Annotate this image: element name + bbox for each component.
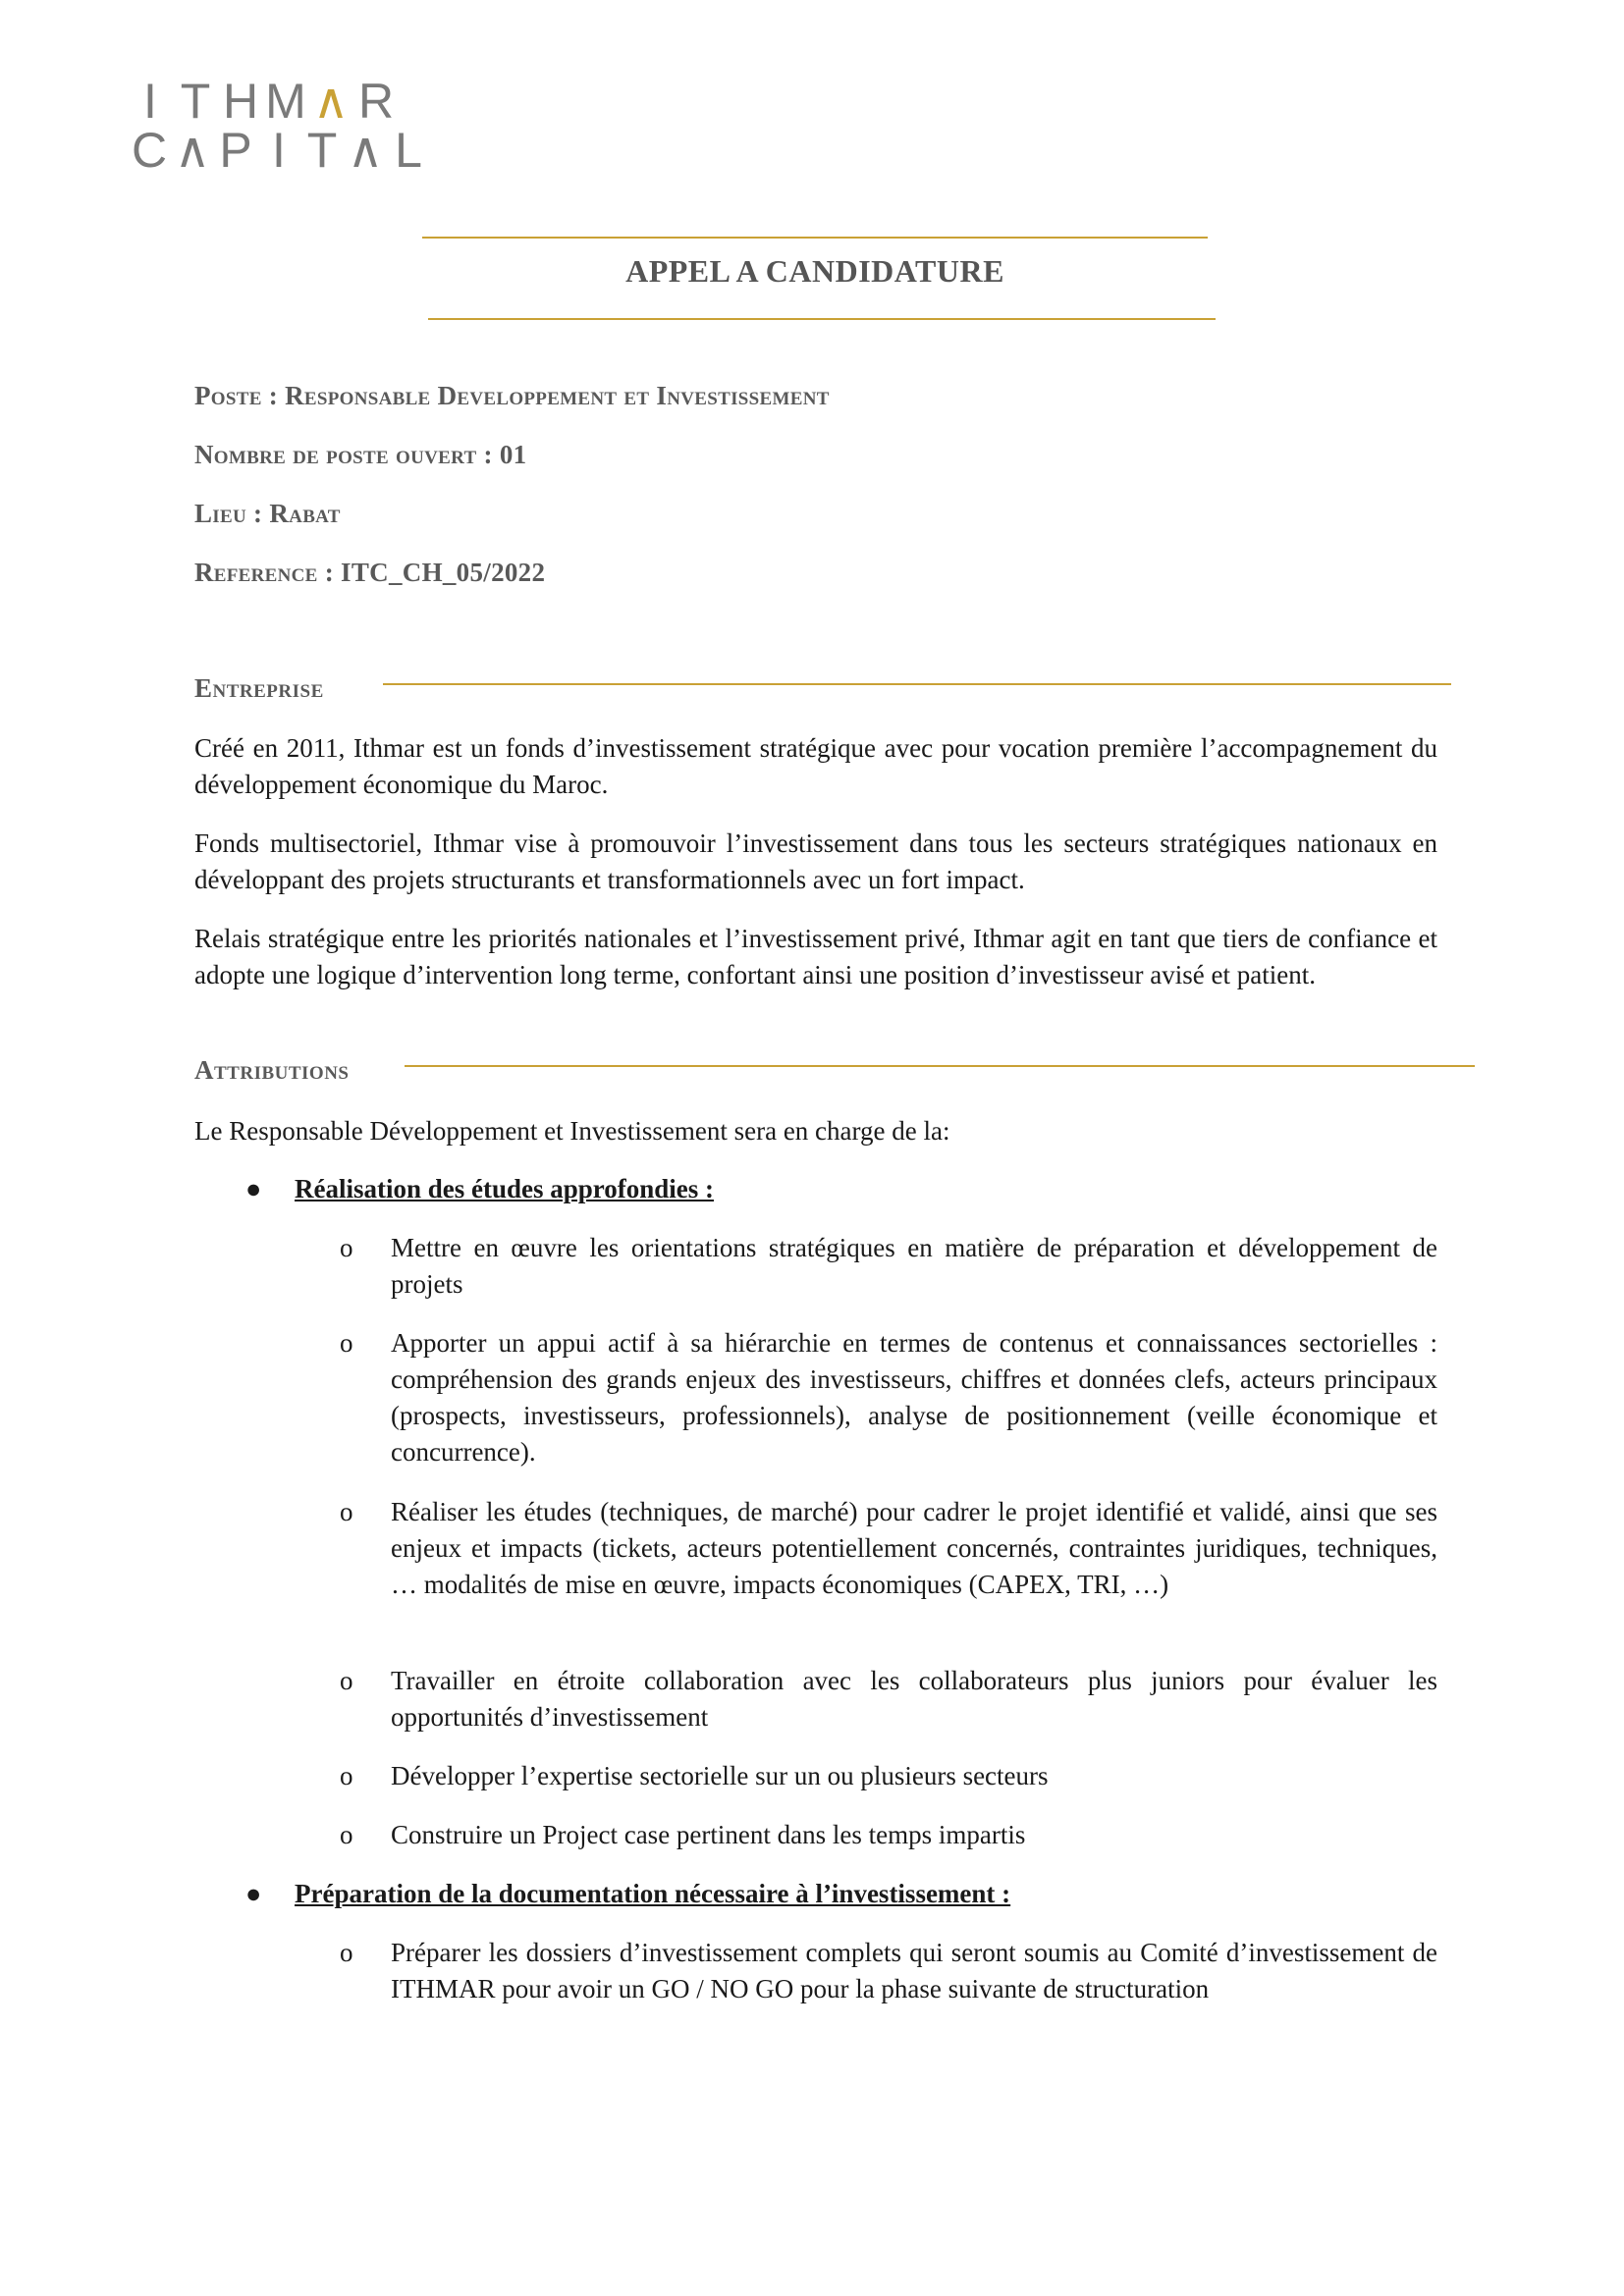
sub-item	[340, 1817, 1437, 1853]
page-title: APPEL A CANDIDATURE	[625, 253, 1004, 289]
bullet-dot-icon: ●	[245, 1879, 262, 1908]
entreprise-paragraph-3: Relais stratégique entre les priorités nationales et l’investissement privé, Ithmar agit en tant que tiers de confiance et adopte une logique d’intervention long terme, confortant ainsi une position d’investisseur avisé et patient.	[194, 924, 1437, 989]
sub-item-text: Réaliser les études (techniques, de marché) pour cadrer le projet identifié et validé, ainsi que ses enjeux et impacts (tickets, acteurs potentiellement concernés, contraintes juridiques, techniques, … modalités de mise en œuvre, impacts économiques (CAPEX, TRI, …)	[391, 1497, 1437, 1599]
sub-item	[340, 1325, 1437, 1470]
bullet-etudes-title: Réalisation des études approfondies :	[295, 1174, 715, 1203]
attributions-heading: Attributions	[194, 1055, 350, 1085]
sub-bullet-icon: o	[340, 1820, 353, 1849]
bullet-dot-icon: ●	[245, 1174, 262, 1203]
poste-line: Poste : Responsable Developpement et Investissement	[194, 381, 830, 410]
entreprise-paragraph-2: Fonds multisectoriel, Ithmar vise à promouvoir l’investissement dans tous les secteurs stratégiques nationaux en développant des projets structurants et transformationnels avec un fort impact.	[194, 828, 1437, 894]
sub-bullet-icon: o	[340, 1761, 353, 1790]
sub-item	[340, 1494, 1437, 1603]
sub-bullet-icon: o	[340, 1666, 353, 1695]
sub-item-text: Préparer les dossiers d’investissement complets qui seront soumis au Comité d’investissement de ITHMAR pour avoir un GO / NO GO pour la phase suivante de structuration	[391, 1938, 1437, 2003]
bullet-documentation-title: Préparation de la documentation nécessaire à l’investissement :	[295, 1879, 1011, 1908]
entreprise-rule	[383, 683, 1451, 685]
lieu-line: Lieu : Rabat	[194, 499, 341, 528]
attributions-intro: Le Responsable Développement et Investissement sera en charge de la:	[194, 1116, 950, 1146]
attributions-rule	[405, 1065, 1475, 1067]
title-top-rule	[422, 237, 1208, 239]
sub-item-text: Apporter un appui actif à sa hiérarchie en termes de contenus et connaissances sectorielles : compréhension des grands enjeux des investisseurs, chiffres et données clefs, acteurs principaux (prospects, investisseurs, professionnels), analyse de positionnement (veille économique et concurrence).	[391, 1328, 1437, 1467]
sub-bullet-icon: o	[340, 1938, 353, 1967]
nombre-poste-line: Nombre de poste ouvert : 01	[194, 440, 527, 469]
sub-bullet-icon: o	[340, 1497, 353, 1526]
sub-item-text: Mettre en œuvre les orientations stratégiques en matière de préparation et développement de projets	[391, 1233, 1437, 1299]
sub-item	[340, 1230, 1437, 1303]
sub-bullet-icon: o	[340, 1233, 353, 1262]
sub-item	[340, 1758, 1437, 1794]
sub-item	[340, 1935, 1437, 2007]
entreprise-heading: Entreprise	[194, 673, 324, 703]
reference-line: Reference : ITC_CH_05/2022	[194, 558, 546, 587]
sub-bullet-icon: o	[340, 1328, 353, 1358]
title-bottom-rule	[428, 318, 1216, 320]
sub-item-text: Travailler en étroite collaboration avec les collaborateurs plus juniors pour évaluer les opportunités d’investissement	[391, 1666, 1437, 1732]
sub-item-text: Construire un Project case pertinent dans les temps impartis	[391, 1820, 1026, 1849]
ithmar-capital-logo: I T H M ∧ R C ∧ P I T ∧ L	[131, 74, 422, 178]
sub-item-text: Développer l’expertise sectorielle sur un ou plusieurs secteurs	[391, 1761, 1049, 1790]
entreprise-paragraph-1: Créé en 2011, Ithmar est un fonds d’investissement stratégique avec pour vocation première l’accompagnement du développement économique du Maroc.	[194, 733, 1437, 799]
sub-item	[340, 1663, 1437, 1735]
